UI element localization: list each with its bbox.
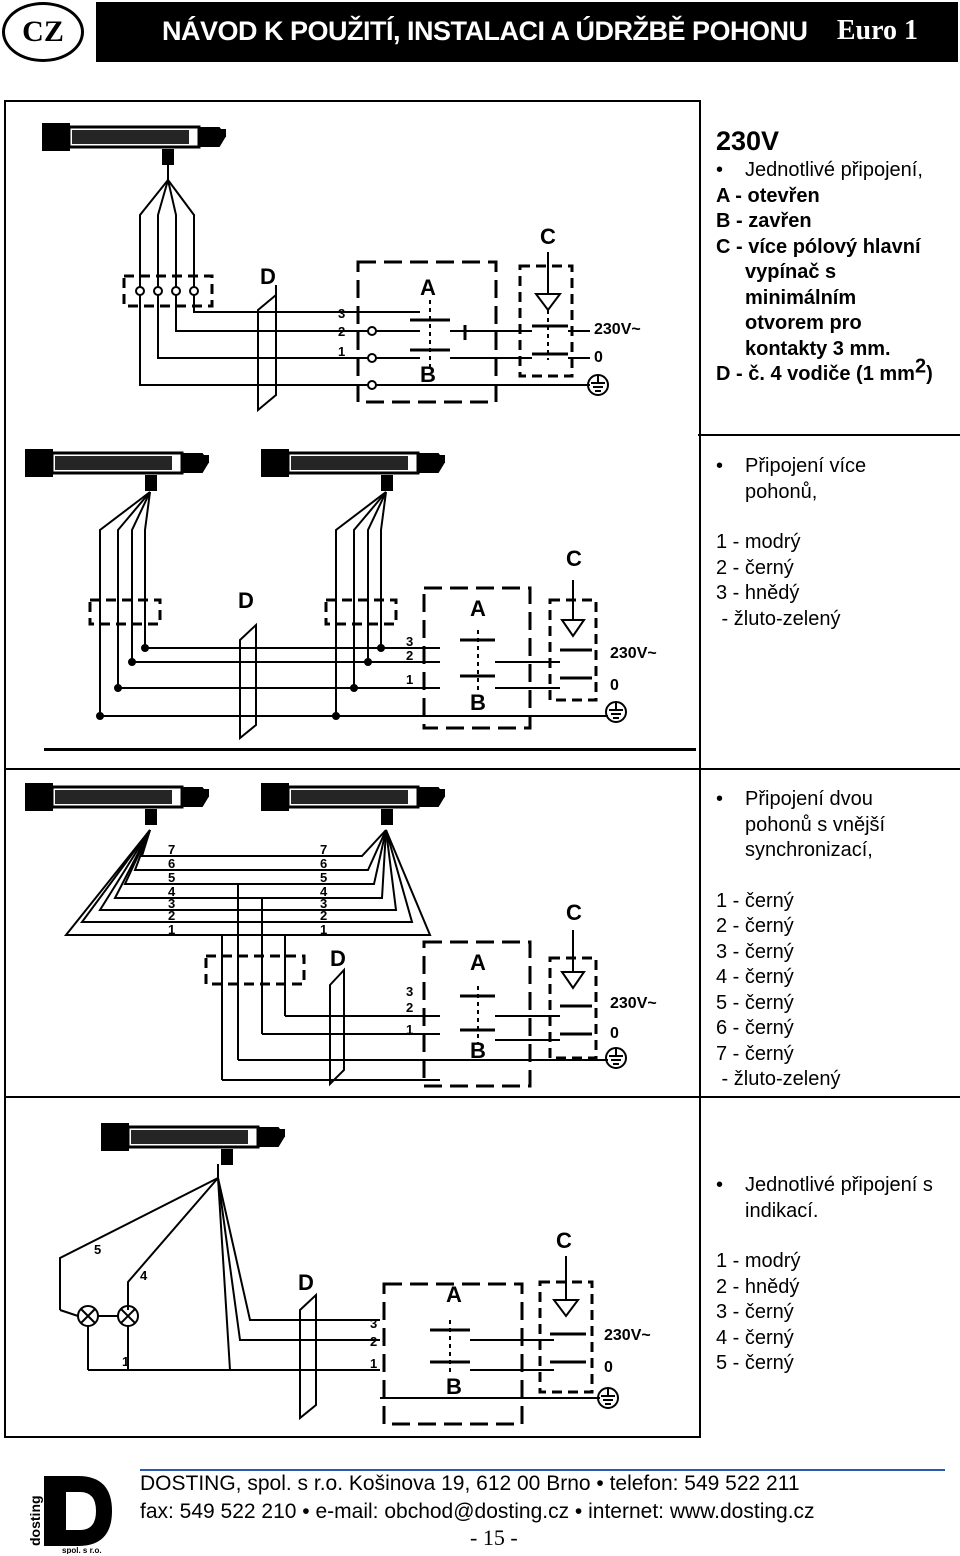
language-code: CZ [22,15,64,48]
wire-6: 6 [320,856,328,871]
wire-7: 7 [168,842,176,857]
label-a: A [420,275,436,300]
label-b: B [470,690,486,715]
label-b: B [446,1374,462,1399]
wire-1: 1 [338,344,346,359]
section-3-bullet-cont: pohonů s vnější [745,813,886,836]
wire-1: 1 [168,922,176,937]
label-c: C [566,900,582,925]
legend-line [716,355,933,388]
legend-line: 4 - černý [716,1326,794,1349]
section-4-bullet: • Jednotlivé připojení s [716,1173,933,1199]
wire-4: 4 [140,1268,148,1283]
legend-line: vypínač s [745,261,837,283]
diagram-single-connection [43,124,641,410]
wire-2: 2 [320,908,328,923]
label-d: D [260,264,276,289]
model-name: Euro 1 [836,15,918,46]
footer-contact: fax: 549 522 210 • e-mail: obchod@dosting.cz • internet: www.dosting.cz [140,1500,815,1523]
label-voltage: 230V~ [594,321,641,338]
label-d: D [330,946,346,971]
wire-2: 2 [338,324,346,339]
section-2-bullet-cont: pohonů, [745,480,818,503]
legend-line: B - zavřen [716,210,812,232]
logo-subtext: spol. s r.o. [62,1546,102,1554]
wire-4: 4 [168,884,176,899]
legend-line-close: ) [926,363,933,385]
section-3-text [716,787,885,1093]
legend-line: 3 - hnědý [716,582,800,604]
footer-rule [140,1469,945,1471]
legend-line: 2 - hnědý [716,1275,800,1298]
legend-line: 7 - černý [716,1042,794,1065]
wire-2: 2 [406,1000,414,1015]
legend-line: minimálním [745,286,857,309]
wire-5: 5 [94,1242,102,1257]
label-voltage: 230V~ [604,1327,651,1344]
wire-3: 3 [406,634,414,649]
legend-line: - žluto-zelený [716,1068,841,1090]
logo-text: dosting [27,1495,43,1546]
label-zero: 0 [604,1359,613,1376]
label-voltage: 230V~ [610,995,657,1012]
legend-line: otvorem pro [745,312,862,334]
legend-line: - žluto-zelený [716,607,841,630]
legend-line: kontakty 3 mm. [745,337,891,360]
wire-1: 1 [122,1354,130,1369]
section-1-bullet: • Jednotlivé připojení, [716,158,933,184]
legend-line: 4 - černý [716,966,794,988]
wire-2: 2 [168,908,176,923]
wire-1: 1 [370,1356,378,1371]
section-2-text [716,454,866,632]
label-c: C [566,546,582,571]
legend-line: A - otevřen [716,184,820,207]
wire-3: 3 [370,1316,378,1331]
legend-line: C - více pólový hlavní [716,235,921,258]
section-4-bullet-cont: indikací. [745,1199,819,1222]
section-1-text [716,124,933,388]
legend-line: 5 - černý [716,991,794,1014]
wire-7: 7 [320,842,328,857]
legend-superscript: 2 [914,355,927,378]
legend-line: 6 - černý [716,1017,794,1039]
diagram-connection-with-indication [60,1124,651,1424]
legend-line-main: D - č. 4 vodiče (1 mm [716,363,915,385]
label-c: C [556,1228,572,1253]
label-d: D [298,1270,314,1295]
label-zero: 0 [610,677,619,694]
diagram-multiple-drives [26,450,657,738]
label-b: B [420,362,436,387]
footer-address: DOSTING, spol. s r.o. Košinova 19, 612 00 Brno • telefon: 549 522 211 [140,1472,800,1495]
legend-line: 2 - černý [716,915,794,937]
wire-2: 2 [406,648,414,663]
wire-5: 5 [168,870,176,885]
wire-3: 3 [338,306,346,321]
wire-3: 3 [406,984,414,999]
legend-line: 3 - černý [716,940,794,963]
wire-1: 1 [320,922,328,937]
page-title: NÁVOD K POUŽITÍ, INSTALACI A ÚDRŽBĚ POHONU [162,16,808,46]
label-zero: 0 [610,1025,619,1042]
legend-line: 1 - černý [716,889,794,912]
legend-line: 2 - černý [716,556,794,579]
label-b: B [470,1038,486,1063]
label-a: A [446,1282,462,1307]
label-voltage: 230V~ [610,645,657,662]
wire-3: 3 [168,896,176,911]
section-2-bullet: • Připojení více [716,454,866,480]
legend-line: 5 - černý [716,1352,794,1374]
dosting-logo [26,1470,122,1554]
section-4-text [716,1173,933,1377]
legend-line: 1 - modrý [716,531,801,553]
wire-4: 4 [320,884,328,899]
section-1-title: 230V [716,126,780,156]
wire-2: 2 [370,1334,378,1349]
wire-1: 1 [406,672,414,687]
wire-3: 3 [320,896,328,911]
page-number: - 15 - [470,1525,518,1550]
wire-6: 6 [168,856,176,871]
legend-line: 3 - černý [716,1301,794,1323]
wire-1: 1 [406,1022,414,1037]
section-3-bullet: • Připojení dvou [716,787,885,813]
wire-5: 5 [320,870,328,885]
label-a: A [470,950,486,975]
diagram-synchronized-drives [26,784,657,1086]
label-a: A [470,596,486,621]
label-d: D [238,588,254,613]
label-zero: 0 [594,349,603,366]
legend-line: 1 - modrý [716,1250,801,1272]
label-c: C [540,224,556,249]
section-3-bullet-cont: synchronizací, [745,839,873,861]
